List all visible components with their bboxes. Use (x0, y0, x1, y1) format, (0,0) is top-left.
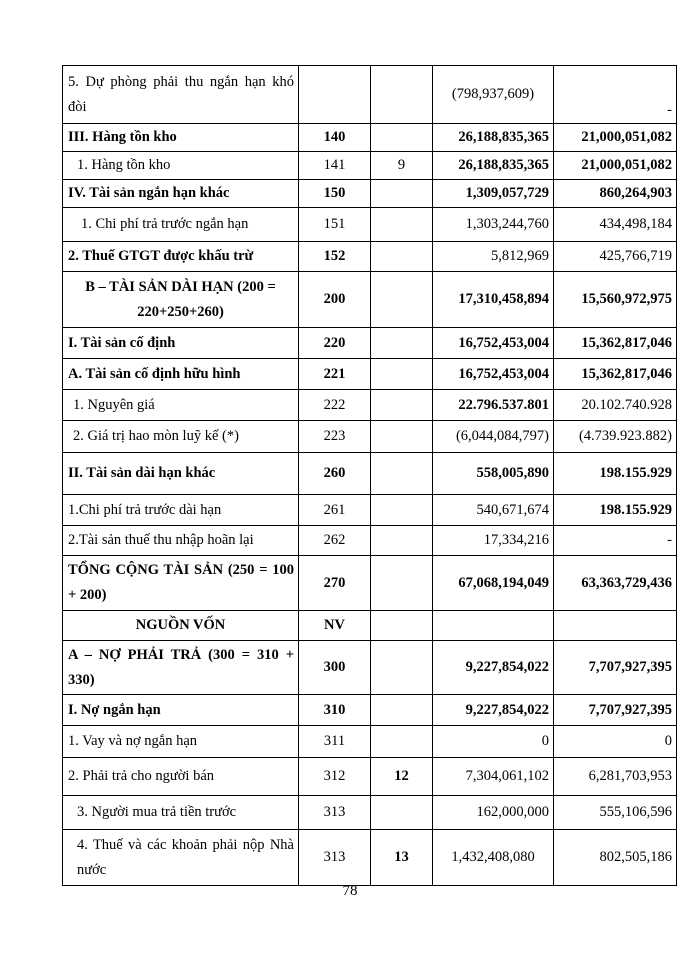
row-note (371, 390, 433, 421)
row-current: 1,309,057,729 (433, 180, 554, 208)
row-label: 2. Thuế GTGT được khấu trừ (63, 242, 299, 272)
row-label: 5. Dự phòng phải thu ngắn hạn khó đòi (63, 66, 299, 124)
table-row (63, 66, 677, 124)
row-note (371, 611, 433, 641)
row-note (371, 421, 433, 453)
row-code: 152 (299, 242, 371, 272)
row-prior: 0 (554, 726, 677, 758)
row-current: 540,671,674 (433, 495, 554, 526)
row-prior: 15,362,817,046 (554, 359, 677, 390)
table-row (63, 272, 677, 328)
row-code: 220 (299, 328, 371, 359)
row-code: 150 (299, 180, 371, 208)
row-prior: 198.155.929 (554, 495, 677, 526)
row-code: 261 (299, 495, 371, 526)
table-row (63, 152, 677, 180)
row-prior (554, 611, 677, 641)
row-note: 9 (371, 152, 433, 180)
row-current: 16,752,453,004 (433, 359, 554, 390)
row-label: 2. Phải trả cho người bán (63, 758, 299, 796)
row-prior: 21,000,051,082 (554, 152, 677, 180)
table-row (63, 526, 677, 556)
row-prior: 15,560,972,975 (554, 272, 677, 328)
row-current: 1,303,244,760 (433, 208, 554, 242)
table-row (63, 695, 677, 726)
row-label: 2.Tài sản thuế thu nhập hoãn lại (63, 526, 299, 556)
row-current: 0 (433, 726, 554, 758)
row-prior: - (554, 526, 677, 556)
row-current: 7,304,061,102 (433, 758, 554, 796)
row-code: 270 (299, 556, 371, 611)
row-label: 1. Chi phí trả trước ngắn hạn (63, 208, 299, 242)
row-prior: 63,363,729,436 (554, 556, 677, 611)
row-prior: 6,281,703,953 (554, 758, 677, 796)
row-label: 1.Chi phí trả trước dài hạn (63, 495, 299, 526)
row-label: 2. Giá trị hao mòn luỹ kế (*) (63, 421, 299, 453)
row-note (371, 272, 433, 328)
row-note (371, 526, 433, 556)
row-current: 67,068,194,049 (433, 556, 554, 611)
row-label: A. Tài sản cố định hữu hình (63, 359, 299, 390)
row-label: 1. Vay và nợ ngắn hạn (63, 726, 299, 758)
row-label: NGUỒN VỐN (63, 611, 299, 641)
row-prior: 7,707,927,395 (554, 641, 677, 695)
row-label: 4. Thuế và các khoản phải nộp Nhà nước (63, 830, 299, 886)
row-prior: 7,707,927,395 (554, 695, 677, 726)
row-note (371, 328, 433, 359)
row-current: 26,188,835,365 (433, 152, 554, 180)
row-code: 311 (299, 726, 371, 758)
row-current: 26,188,835,365 (433, 124, 554, 152)
row-note (371, 242, 433, 272)
row-note (371, 695, 433, 726)
row-note (371, 796, 433, 830)
row-prior: 198.155.929 (554, 453, 677, 495)
row-label: III. Hàng tồn kho (63, 124, 299, 152)
table-row (63, 359, 677, 390)
table-row (63, 124, 677, 152)
row-current: (6,044,084,797) (433, 421, 554, 453)
table-row (63, 421, 677, 453)
row-current: 9,227,854,022 (433, 641, 554, 695)
row-note (371, 726, 433, 758)
row-prior: 425,766,719 (554, 242, 677, 272)
row-prior: - (554, 66, 677, 124)
row-code: 313 (299, 830, 371, 886)
row-note (371, 495, 433, 526)
row-label: TỔNG CỘNG TÀI SẢN (250 = 100 + 200) (63, 556, 299, 611)
row-label: 1. Hàng tồn kho (63, 152, 299, 180)
table-row (63, 328, 677, 359)
row-code: NV (299, 611, 371, 641)
balance-sheet-table (62, 65, 677, 886)
row-current: 17,334,216 (433, 526, 554, 556)
row-code: 262 (299, 526, 371, 556)
row-prior: 21,000,051,082 (554, 124, 677, 152)
row-label: II. Tài sản dài hạn khác (63, 453, 299, 495)
table-row (63, 556, 677, 611)
table-row (63, 641, 677, 695)
row-current: 1,432,408,080 (433, 830, 554, 886)
table-row (63, 758, 677, 796)
row-note: 12 (371, 758, 433, 796)
row-prior: 434,498,184 (554, 208, 677, 242)
row-code: 260 (299, 453, 371, 495)
row-label: 3. Người mua trả tiền trước (63, 796, 299, 830)
row-current: 5,812,969 (433, 242, 554, 272)
row-current (433, 611, 554, 641)
row-code (299, 66, 371, 124)
row-code: 151 (299, 208, 371, 242)
table-row (63, 242, 677, 272)
row-code: 141 (299, 152, 371, 180)
row-note (371, 66, 433, 124)
row-code: 221 (299, 359, 371, 390)
row-current: 22.796.537.801 (433, 390, 554, 421)
row-prior: 20.102.740.928 (554, 390, 677, 421)
row-note: 13 (371, 830, 433, 886)
table-row (63, 611, 677, 641)
row-label: B – TÀI SẢN DÀI HẠN (200 = 220+250+260) (63, 272, 299, 328)
row-label: 1. Nguyên giá (63, 390, 299, 421)
row-code: 222 (299, 390, 371, 421)
row-note (371, 124, 433, 152)
row-current: (798,937,609) (433, 66, 554, 124)
row-label: IV. Tài sản ngắn hạn khác (63, 180, 299, 208)
table-row (63, 208, 677, 242)
row-note (371, 208, 433, 242)
row-note (371, 359, 433, 390)
row-label: I. Nợ ngắn hạn (63, 695, 299, 726)
row-prior: (4.739.923.882) (554, 421, 677, 453)
row-prior: 802,505,186 (554, 830, 677, 886)
table-row (63, 495, 677, 526)
page-number: 78 (342, 883, 358, 899)
row-current: 9,227,854,022 (433, 695, 554, 726)
row-current: 162,000,000 (433, 796, 554, 830)
row-prior: 555,106,596 (554, 796, 677, 830)
row-note (371, 453, 433, 495)
table-row (63, 726, 677, 758)
row-current: 558,005,890 (433, 453, 554, 495)
row-label: A – NỢ PHẢI TRẢ (300 = 310 + 330) (63, 641, 299, 695)
table-row (63, 830, 677, 886)
table-row (63, 796, 677, 830)
row-code: 140 (299, 124, 371, 152)
row-note (371, 180, 433, 208)
row-current: 17,310,458,894 (433, 272, 554, 328)
row-code: 223 (299, 421, 371, 453)
row-prior: 860,264,903 (554, 180, 677, 208)
row-current: 16,752,453,004 (433, 328, 554, 359)
table-row (63, 390, 677, 421)
table-row (63, 453, 677, 495)
row-code: 300 (299, 641, 371, 695)
row-code: 310 (299, 695, 371, 726)
table-row (63, 180, 677, 208)
row-note (371, 556, 433, 611)
row-code: 312 (299, 758, 371, 796)
row-label: I. Tài sản cố định (63, 328, 299, 359)
row-prior: 15,362,817,046 (554, 328, 677, 359)
row-code: 200 (299, 272, 371, 328)
row-note (371, 641, 433, 695)
row-code: 313 (299, 796, 371, 830)
